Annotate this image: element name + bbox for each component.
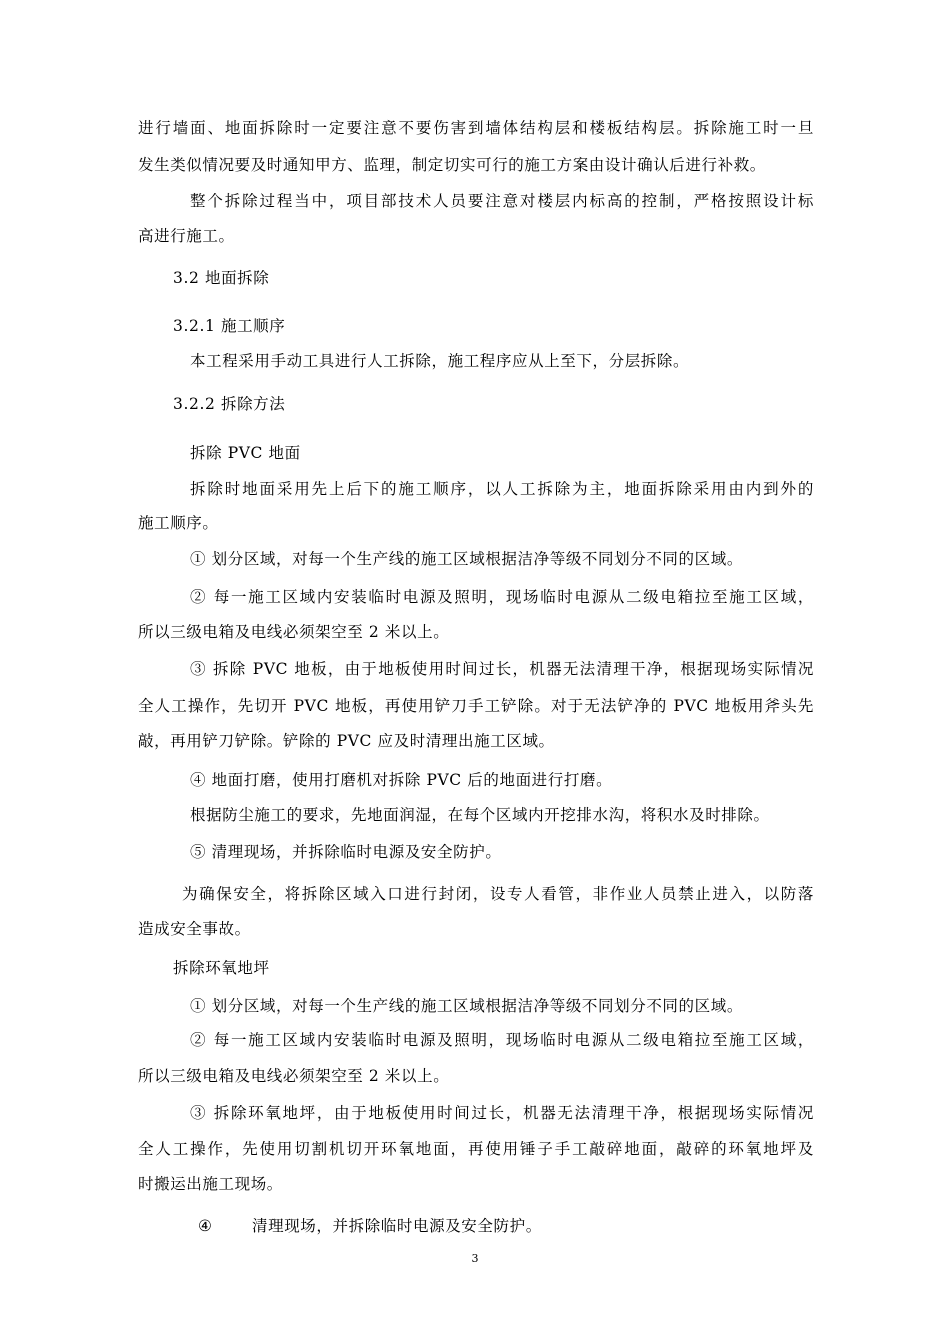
paragraph-line: 拆除时地面采用先上后下的施工顺序，以人工拆除为主，地面拆除采用由内到外的 [190, 480, 814, 498]
paragraph-line: 时搬运出施工现场。 [138, 1175, 283, 1193]
list-item-number: ④ [198, 1217, 213, 1235]
list-item: ④ 地面打磨，使用打磨机对拆除 PVC 后的地面进行打磨。 [190, 771, 613, 789]
list-item: ⑤ 清理现场，并拆除临时电源及安全防护。 [190, 843, 502, 861]
item-heading: 拆除 PVC 地面 [190, 444, 301, 462]
paragraph-line: 造成安全事故。 [138, 920, 251, 938]
section-heading: 3.2 地面拆除 [173, 269, 270, 287]
paragraph-line: 高进行施工。 [138, 227, 235, 245]
list-item: ③ 拆除环氧地坪，由于地板使用时间过长，机器无法清理干净，根据现场实际情况 [190, 1104, 814, 1122]
paragraph-line: 整个拆除过程当中，项目部技术人员要注意对楼层内标高的控制，严格按照设计标 [190, 192, 814, 210]
paragraph-line: 施工顺序。 [138, 514, 219, 532]
list-item: ③ 拆除 PVC 地板，由于地板使用时间过长，机器无法清理干净，根据现场实际情况 [190, 660, 814, 678]
list-item: ① 划分区域，对每一个生产线的施工区域根据洁净等级不同划分不同的区域。 [190, 997, 743, 1015]
list-item: ② 每一施工区域内安装临时电源及照明，现场临时电源从二级电箱拉至施工区域， [190, 588, 814, 606]
paragraph-line: 所以三级电箱及电线必须架空至 2 米以上。 [138, 1067, 450, 1085]
paragraph-line: 发生类似情况要及时通知甲方、监理，制定切实可行的施工方案由设计确认后进行补救。 [138, 156, 766, 174]
subsection-heading: 3.2.1 施工顺序 [173, 317, 286, 335]
paragraph-line: 敲，再用铲刀铲除。铲除的 PVC 应及时清理出施工区域。 [138, 732, 555, 750]
list-item: ① 划分区域，对每一个生产线的施工区域根据洁净等级不同划分不同的区域。 [190, 550, 743, 568]
paragraph-line: 根据防尘施工的要求，先地面润湿，在每个区域内开挖排水沟，将积水及时排除。 [190, 806, 770, 824]
paragraph-line: 所以三级电箱及电线必须架空至 2 米以上。 [138, 623, 450, 641]
paragraph-line: 全人工操作，先使用切割机切开环氧地面，再使用锤子手工敲碎地面，敲碎的环氧地坪及 [138, 1140, 814, 1158]
item-heading: 拆除环氧地坪 [173, 959, 270, 977]
paragraph-line: 本工程采用手动工具进行人工拆除，施工程序应从上至下，分层拆除。 [190, 352, 690, 370]
page-number: 3 [471, 1252, 479, 1265]
subsection-heading: 3.2.2 拆除方法 [173, 395, 286, 413]
paragraph-line: 为确保安全，将拆除区域入口进行封闭，设专人看管，非作业人员禁止进入，以防落 [182, 885, 814, 903]
list-item-text: 清理现场，并拆除临时电源及安全防护。 [252, 1217, 542, 1235]
paragraph-line: 进行墙面、地面拆除时一定要注意不要伤害到墙体结构层和楼板结构层。拆除施工时一旦 [138, 119, 814, 137]
list-item: ② 每一施工区域内安装临时电源及照明，现场临时电源从二级电箱拉至施工区域， [190, 1031, 814, 1049]
paragraph-line: 全人工操作，先切开 PVC 地板，再使用铲刀手工铲除。对于无法铲净的 PVC 地板用斧头先 [138, 697, 814, 715]
